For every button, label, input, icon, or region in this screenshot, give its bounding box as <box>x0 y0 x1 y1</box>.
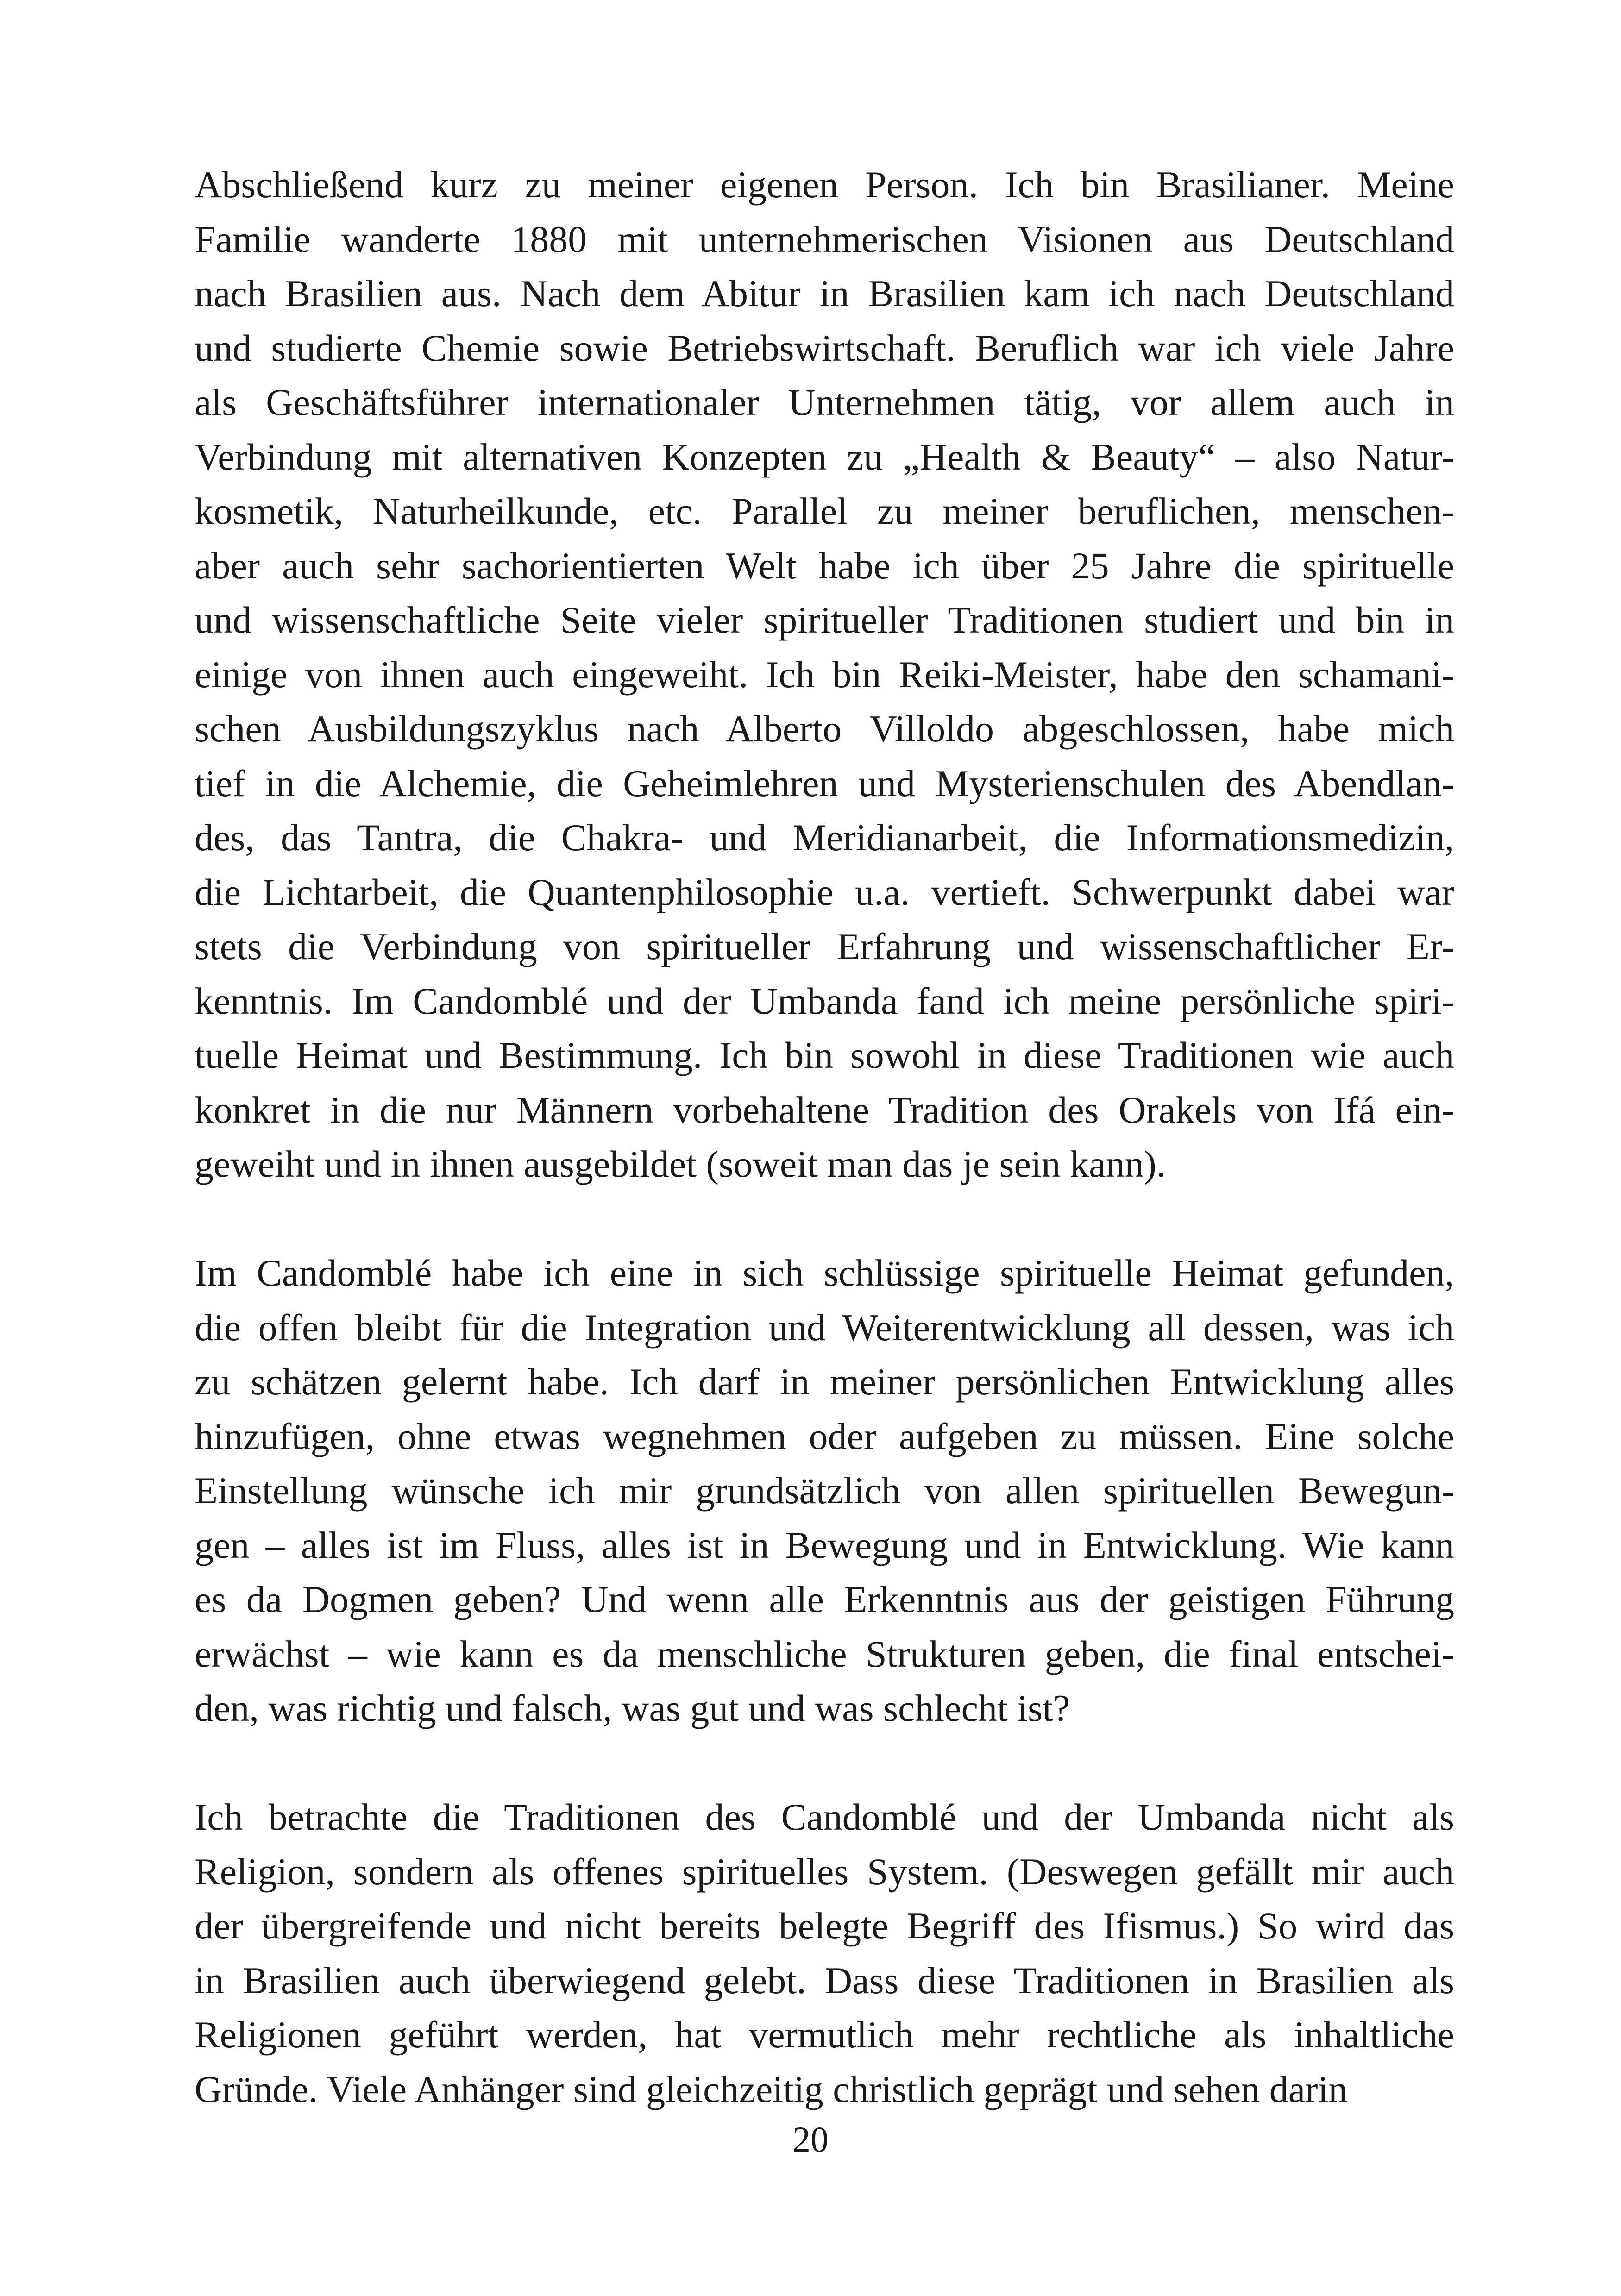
text-line: Religion, sondern als offenes spirituelles System. (Deswegen gefällt mir auch <box>195 1850 1454 1893</box>
page-number: 20 <box>792 2119 829 2159</box>
text-line: Verbindung mit alternativen Konzepten zu „Health & Beauty“ – also Natur- <box>195 435 1454 478</box>
text-line: stets die Verbindung von spiritueller Erfahrung und wissenschaftlicher Er- <box>195 925 1454 967</box>
text-line: und wissenschaftliche Seite vieler spiritueller Traditionen studiert und bin in <box>195 599 1454 641</box>
text-line: Einstellung wünsche ich mir grundsätzlich von allen spirituellen Bewegun- <box>195 1469 1454 1512</box>
text-line: in Brasilien auch überwiegend gelebt. Dass diese Traditionen in Brasilien als <box>195 1959 1454 2001</box>
text-line: kosmetik, Naturheilkunde, etc. Parallel zu meiner beruflichen, menschen- <box>195 490 1454 532</box>
text-line: und studierte Chemie sowie Betriebswirtschaft. Beruflich war ich viele Jahre <box>195 326 1454 369</box>
text-line: des, das Tantra, die Chakra- und Meridianarbeit, die Informationsmedizin, <box>195 816 1454 859</box>
text-line: es da Dogmen geben? Und wenn alle Erkenntnis aus der geistigen Führung <box>195 1578 1454 1620</box>
text-line: konkret in die nur Männern vorbehaltene Tradition des Orakels von Ifá ein- <box>195 1088 1454 1131</box>
text-line: erwächst – wie kann es da menschliche Strukturen geben, die final entschei- <box>195 1632 1454 1675</box>
text-line: der übergreifende und nicht bereits belegte Begriff des Ifismus.) So wird das <box>195 1905 1454 1947</box>
text-line: die offen bleibt für die Integration und Weiterentwicklung all dessen, was ich <box>195 1306 1454 1349</box>
text-line: zu schätzen gelernt habe. Ich darf in meiner persönlichen Entwicklung alles <box>195 1361 1454 1403</box>
text-line: Gründe. Viele Anhänger sind gleichzeitig christlich geprägt und sehen darin <box>195 2068 1348 2110</box>
text-line: Familie wanderte 1880 mit unternehmerischen Visionen aus Deutschland <box>195 218 1454 260</box>
text-line: geweiht und in ihnen ausgebildet (soweit man das je sein kann). <box>195 1143 1166 1185</box>
text-line: hinzufügen, ohne etwas wegnehmen oder aufgeben zu müssen. Eine solche <box>195 1415 1454 1457</box>
text-line: tief in die Alchemie, die Geheimlehren und Mysterienschulen des Abendlan- <box>195 762 1454 804</box>
paragraph-personal-background <box>195 157 1454 1192</box>
paragraph-candomble-home <box>195 1246 1454 1736</box>
text-line: Ich betrachte die Traditionen des Candomblé und der Umbanda nicht als <box>195 1796 1454 1838</box>
text-line: aber auch sehr sachorientierten Welt habe ich über 25 Jahre die spirituelle <box>195 544 1454 587</box>
text-line: tuelle Heimat und Bestimmung. Ich bin sowohl in diese Traditionen wie auch <box>195 1034 1454 1076</box>
text-line: Abschließend kurz zu meiner eigenen Person. Ich bin Brasilianer. Meine <box>195 163 1454 206</box>
text-line: gen – alles ist im Fluss, alles ist in Bewegung und in Entwicklung. Wie kann <box>195 1524 1454 1566</box>
text-line: einige von ihnen auch eingeweiht. Ich bin Reiki-Meister, habe den schamani- <box>195 653 1454 696</box>
paragraph-traditions-system <box>195 1790 1454 2116</box>
text-line: den, was richtig und falsch, was gut und was schlecht ist? <box>195 1687 1070 1729</box>
text-line: nach Brasilien aus. Nach dem Abitur in Brasilien kam ich nach Deutschland <box>195 272 1454 314</box>
text-line: als Geschäftsführer internationaler Unternehmen tätig, vor allem auch in <box>195 381 1454 423</box>
text-line: die Lichtarbeit, die Quantenphilosophie u.a. vertieft. Schwerpunkt dabei war <box>195 871 1454 913</box>
text-line: Im Candomblé habe ich eine in sich schlüssige spirituelle Heimat gefunden, <box>195 1252 1454 1294</box>
text-line: Religionen geführt werden, hat vermutlich mehr rechtliche als inhaltliche <box>195 2014 1454 2056</box>
text-line: schen Ausbildungszyklus nach Alberto Villoldo abgeschlossen, habe mich <box>195 708 1454 750</box>
text-line: kenntnis. Im Candomblé und der Umbanda fand ich meine persönliche spiri- <box>195 979 1454 1022</box>
